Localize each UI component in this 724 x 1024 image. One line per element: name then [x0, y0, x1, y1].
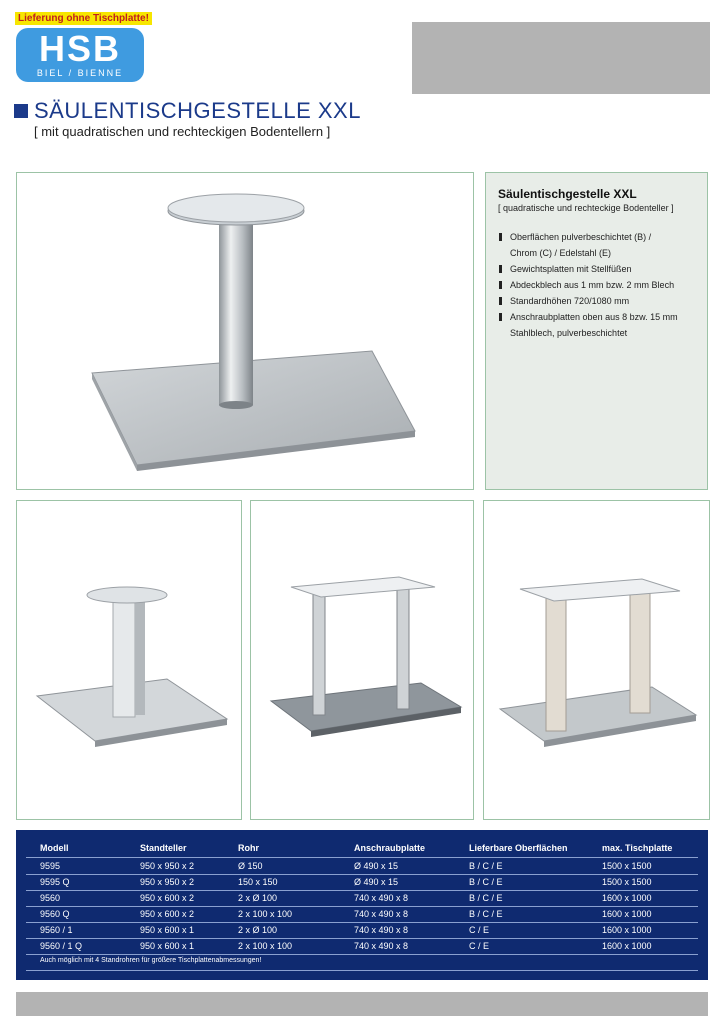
product-info-box [485, 172, 708, 490]
table-row: 9560 / 1 Q 950 x 600 x 1 2 x 100 x 100 740 x 490 x 8 C / E 1600 x 1000 [40, 941, 652, 951]
pedestal-base-two-square-columns-icon [484, 501, 709, 819]
pedestal-base-two-round-columns-icon [251, 501, 473, 819]
table-row: 9595 950 x 950 x 2 Ø 150 Ø 490 x 15 B / C / E 1500 x 1500 [40, 861, 652, 871]
spec-table [16, 830, 708, 980]
header-gray-box [412, 22, 710, 94]
logo-location: BIEL / BIENNE [36, 68, 124, 78]
feature-item: Abdeckblech aus 1 mm bzw. 2 mm Blech [498, 277, 695, 293]
logo-wordmark: HSB [38, 28, 121, 69]
page-subtitle: [ mit quadratischen und rechteckigen Bodentellern ] [34, 124, 331, 139]
info-subtitle: [ quadratische und rechteckige Bodenteller ] [498, 203, 674, 213]
title-square-icon [14, 104, 28, 118]
feature-list [498, 229, 695, 341]
pedestal-base-square-round-column-icon [17, 173, 473, 489]
info-title: Säulentischgestelle XXL [498, 187, 637, 201]
feature-item: Anschraubplatten oben aus 8 bzw. 15 mm Stahlblech, pulverbeschichtet [498, 309, 695, 341]
table-header-row: Modell Standteller Rohr Anschraubplatte Lieferbare Oberflächen max. Tischplatte [40, 843, 673, 853]
table-row: 9560 950 x 600 x 2 2 x Ø 100 740 x 490 x 8 B / C / E 1600 x 1000 [40, 893, 652, 903]
pedestal-base-square-column-icon [17, 501, 241, 819]
hsb-logo [16, 28, 144, 82]
feature-item: Oberflächen pulverbeschichtet (B) / Chrom (C) / Edelstahl (E) [498, 229, 695, 261]
main-product-image [16, 172, 474, 490]
product-image-two-round-columns [250, 500, 474, 820]
table-row: 9560 Q 950 x 600 x 2 2 x 100 x 100 740 x 490 x 8 B / C / E 1600 x 1000 [40, 909, 652, 919]
table-row: 9595 Q 950 x 950 x 2 150 x 150 Ø 490 x 15 B / C / E 1500 x 1500 [40, 877, 652, 887]
product-image-two-square-columns [483, 500, 710, 820]
footer-gray-bar [16, 992, 708, 1016]
product-image-square-column [16, 500, 242, 820]
page-title: SÄULENTISCHGESTELLE XXL [34, 98, 361, 123]
delivery-note-tag: Lieferung ohne Tischplatte! [15, 12, 152, 25]
table-footnote: Auch möglich mit 4 Standrohren für größere Tischplattenabmessungen! [40, 957, 262, 964]
feature-item: Standardhöhen 720/1080 mm [498, 293, 695, 309]
feature-item: Gewichtsplatten mit Stellfüßen [498, 261, 695, 277]
table-row: 9560 / 1 950 x 600 x 1 2 x Ø 100 740 x 490 x 8 C / E 1600 x 1000 [40, 925, 652, 935]
